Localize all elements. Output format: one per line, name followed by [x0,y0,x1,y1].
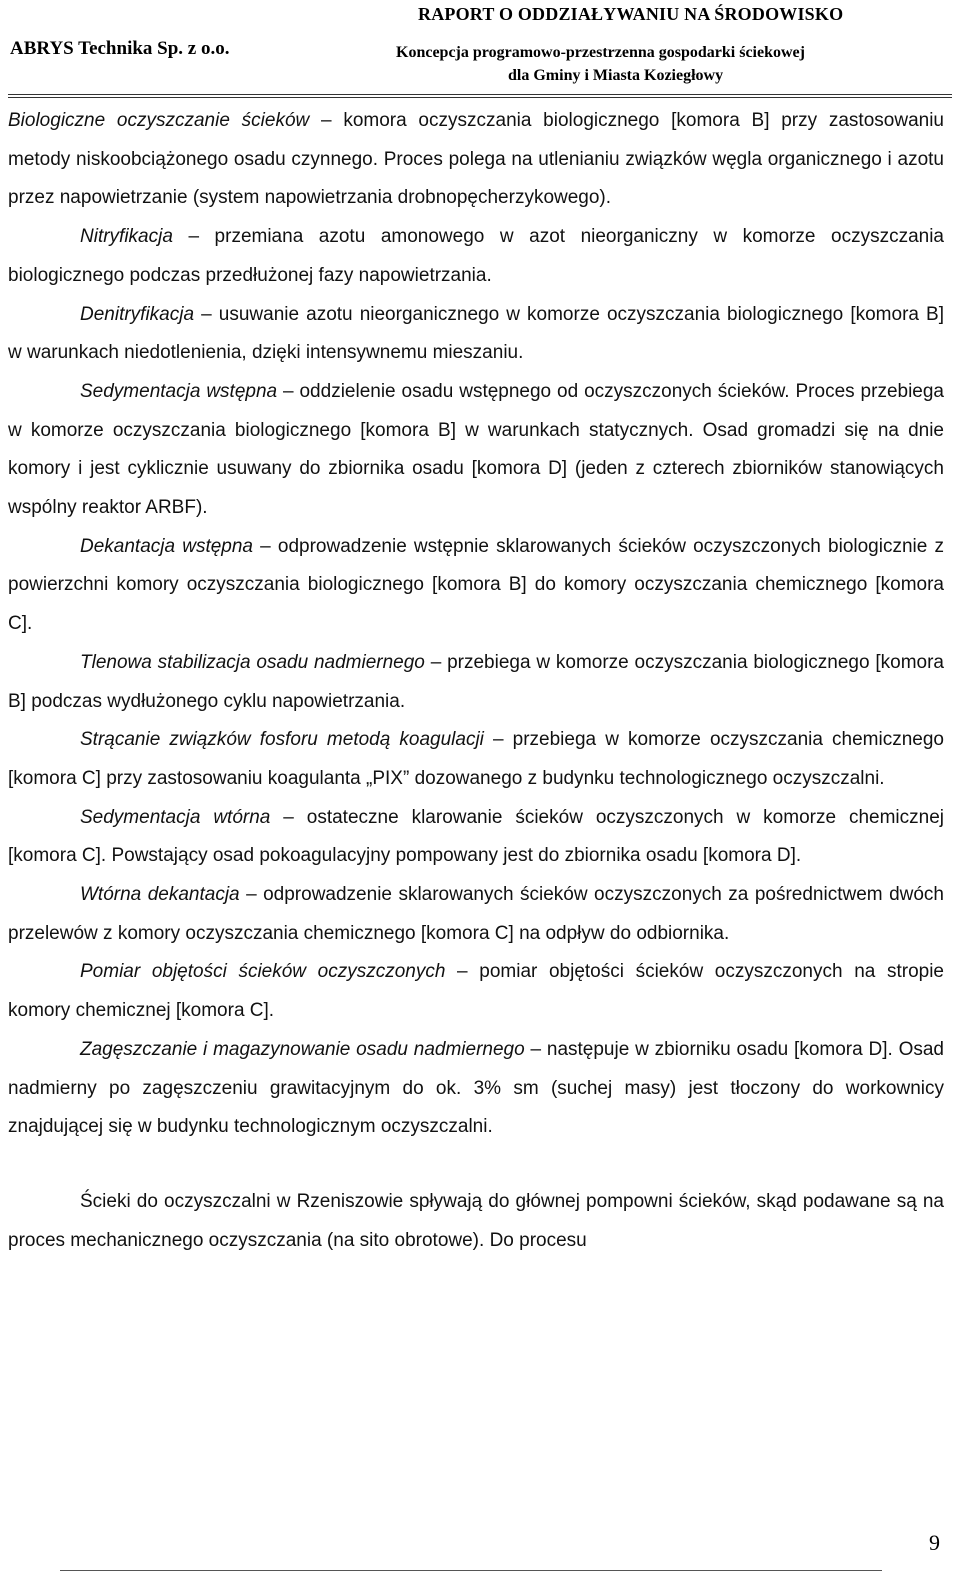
term: Denitryfikacja [80,303,195,325]
document-body [8,102,944,1260]
definition: – odprowadzenie wstępnie sklarowanych ścieków oczyszczonych biologicznie z powierzchni komory oczyszczania biologicznego [komora B] do komory oczyszczania chemicznego [komora C]. [8,535,944,635]
paragraph-biologiczne [8,102,944,218]
definition: – pomiar objętości ścieków oczyszczonych na stropie komory chemicznej [komora C]. [8,961,944,1022]
paragraph-sedymentacja-wtorna [8,799,944,876]
definition: – usuwanie azotu nieorganicznego w komorze oczyszczania biologicznego [komora B] w warunkach niedotlenienia, dzięki intensywnemu mieszaniu. [8,303,944,364]
paragraph-stracanie-fosforu [8,721,944,798]
header-divider [8,94,952,98]
term: Dekantacja wstępna [80,535,253,557]
term: Biologiczne oczyszczanie ścieków [8,110,310,131]
term: Sedymentacja wstępna [80,380,278,402]
paragraph-pomiar-objetosci [8,953,944,1030]
paragraph-tlenowa-stabilizacja [8,644,944,721]
gmina-title: dla Gminy i Miasta Koziegłowy [508,67,724,84]
paragraph-dekantacja-wstepna [8,528,944,644]
closing-paragraph: Ścieki do oczyszczalni w Rzeniszowie spływają do głównej pompowni ścieków, skąd podawane są na proces mechanicznego oczyszczania (na sito obrotowe). Do procesu [8,1190,944,1251]
paragraph-sedymentacja-wstepna [8,373,944,528]
term: Nitryfikacja [80,226,173,248]
term: Zagęszczanie i magazynowanie osadu nadmiernego [80,1038,525,1060]
term: Tlenowa stabilizacja osadu nadmiernego [80,651,425,673]
definition: – przemiana azotu amonowego w azot nieorganiczny w komorze oczyszczania biologicznego podczas przedłużonej fazy napowietrzania. [8,226,944,286]
page-header [0,0,960,105]
definition: – przebiega w komorze oczyszczania biologicznego [komora B] podczas wydłużonego cyklu napowietrzania. [8,651,944,712]
page-number: 9 [929,1530,940,1555]
report-title: RAPORT O ODDZIAŁYWANIU NA ŚRODOWISKO [418,4,844,24]
footer-divider [60,1570,882,1571]
term: Strącanie związków fosforu metodą koagulacji [80,729,484,751]
definition: – komora oczyszczania biologicznego [komora B] przy zastosowaniu metody niskoobciążonego osadu czynnego. Proces polega na utlenianiu związków węgla organicznego i azotu przez napowietrzanie (system napowietrzania drobnopęcherzykowego). [8,110,944,209]
company-name: ABRYS Technika Sp. z o.o. [10,38,230,59]
paragraph-nitryfikacja [8,218,944,295]
definition: – następuje w zbiorniku osadu [komora D]. Osad nadmierny po zagęszczeniu grawitacyjnym do ok. 3% sm (suchej masy) jest tłoczony do workownicy znajdującej się w budynku technologicznym oczyszczalni. [8,1038,944,1138]
term: Wtórna dekantacja [80,884,240,906]
paragraph-wtorna-dekantacja [8,876,944,953]
definition: – ostateczne klarowanie ścieków oczyszczonych w komorze chemicznej [komora C]. Powstający osad pokoagulacyjny pompowany jest do zbiornika osadu [komora D]. [8,806,944,867]
term: Sedymentacja wtórna [80,806,271,828]
paragraph-zageszczanie [8,1031,944,1147]
paragraph-denitryfikacja [8,296,944,373]
concept-title: Koncepcja programowo-przestrzenna gospodarki ściekowej [396,44,805,61]
definition: – oddzielenie osadu wstępnego od oczyszczonych ścieków. Proces przebiega w komorze oczyszczania biologicznego [komora B] w warunkach statycznych. Osad gromadzi się na dnie komory i jest cyklicznie usuwany do zbiornika osadu [komora D] (jeden z czterech zbiorników stanowiących wspólny reaktor ARBF). [8,380,944,519]
definition: – odprowadzenie sklarowanych ścieków oczyszczonych za pośrednictwem dwóch przelewów z komory oczyszczania chemicznego [komora C] na odpływ do odbiornika. [8,884,944,944]
definition: – przebiega w komorze oczyszczania chemicznego [komora C] przy zastosowaniu koagulanta „PIX” dozowanego z budynku technologicznego oczyszczalni. [8,729,944,789]
term: Pomiar objętości ścieków oczyszczonych [80,961,446,983]
